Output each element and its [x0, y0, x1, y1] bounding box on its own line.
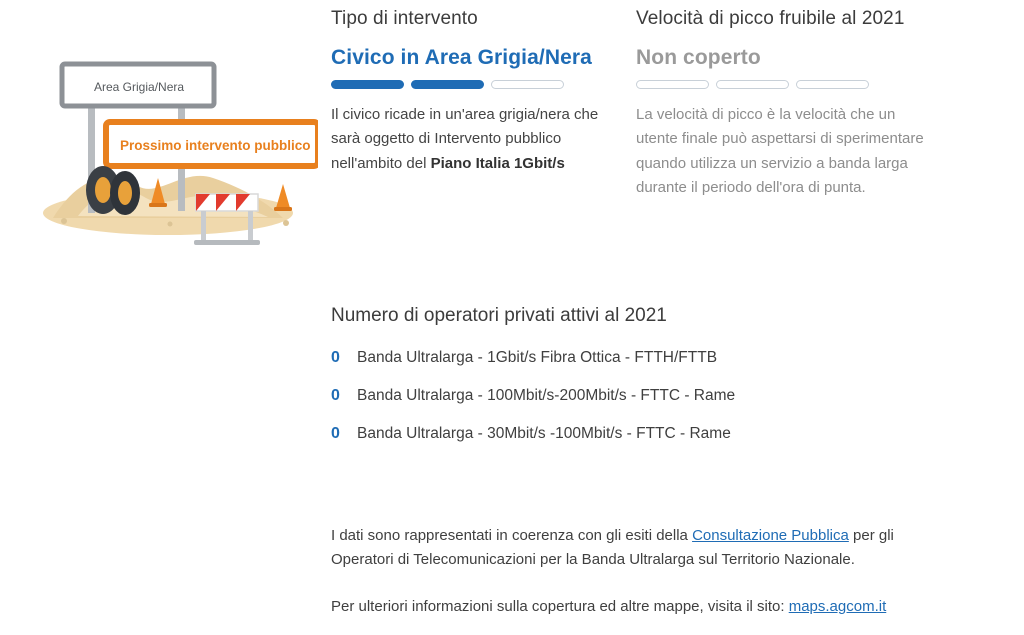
- consultazione-pubblica-link[interactable]: Consultazione Pubblica: [692, 527, 849, 544]
- meter-segment: [636, 80, 709, 89]
- operator-row: [331, 349, 991, 367]
- peak-speed-title: Velocità di picco fruibile al 2021: [636, 8, 905, 29]
- meter-segment: [796, 80, 869, 89]
- sign-bottom-label: Prossimo intervento pubblico: [120, 138, 311, 153]
- intervention-desc-text: Il civico ricade in un'area grigia/nera che sarà oggetto di Intervento pubblico nell'ambito del: [331, 106, 599, 172]
- intervention-type-meter: [331, 80, 611, 89]
- meter-segment: [331, 80, 404, 89]
- note-consultation: [331, 524, 931, 573]
- note-more-info: [331, 595, 931, 619]
- peak-speed-card: [636, 8, 926, 200]
- sign-top-label: Area Grigia/Nera: [94, 80, 185, 94]
- operator-count: 0: [331, 349, 340, 366]
- note-consultation-text-1: I dati sono rappresentati in coerenza con gli esiti della: [331, 527, 693, 544]
- operators-title: Numero di operatori privati attivi al 2021: [331, 305, 667, 326]
- intervention-type-title: Tipo di intervento: [331, 8, 478, 29]
- peak-speed-value: Non coperto: [636, 46, 761, 69]
- operator-count: 0: [331, 425, 340, 442]
- operators-section: [331, 305, 991, 463]
- maps-agcom-link[interactable]: maps.agcom.it: [788, 597, 887, 615]
- operator-label: Banda Ultralarga - 30Mbit/s -100Mbit/s - FTTC - Rame: [357, 425, 731, 442]
- operator-label: Banda Ultralarga - 100Mbit/s-200Mbit/s - FTTC - Rame: [357, 387, 736, 404]
- operator-count: 0: [331, 387, 340, 404]
- meter-segment: [716, 80, 789, 89]
- note-consultation-text-2: per gli Operatori di Telecomunicazioni per la Banda Ultralarga sul Territorio Nazionale.: [331, 527, 894, 569]
- operator-row: [331, 387, 991, 405]
- peak-speed-description: La velocità di picco è la velocità che un utente finale può aspettarsi di sperimentare quando utilizza un servizio a banda larga durante il periodo dell'ora di punta.: [636, 106, 924, 196]
- construction-illustration: [18, 18, 318, 253]
- intervention-type-value: Civico in Area Grigia/Nera: [331, 46, 592, 69]
- note-more-info-text: Per ulteriori informazioni sulla copertura ed altre mappe, visita il sito:: [331, 597, 789, 615]
- intervention-type-card: [331, 8, 611, 176]
- operator-label: Banda Ultralarga - 1Gbit/s Fibra Ottica - FTTH/FTTB: [357, 349, 718, 366]
- peak-speed-meter: [636, 80, 926, 89]
- footer-notes: [331, 524, 931, 635]
- intervention-type-description: [331, 103, 611, 176]
- operator-row: [331, 425, 991, 443]
- meter-segment: [411, 80, 484, 89]
- meter-segment: [491, 80, 564, 89]
- intervention-desc-bold: Piano Italia 1Gbit/s: [430, 154, 565, 172]
